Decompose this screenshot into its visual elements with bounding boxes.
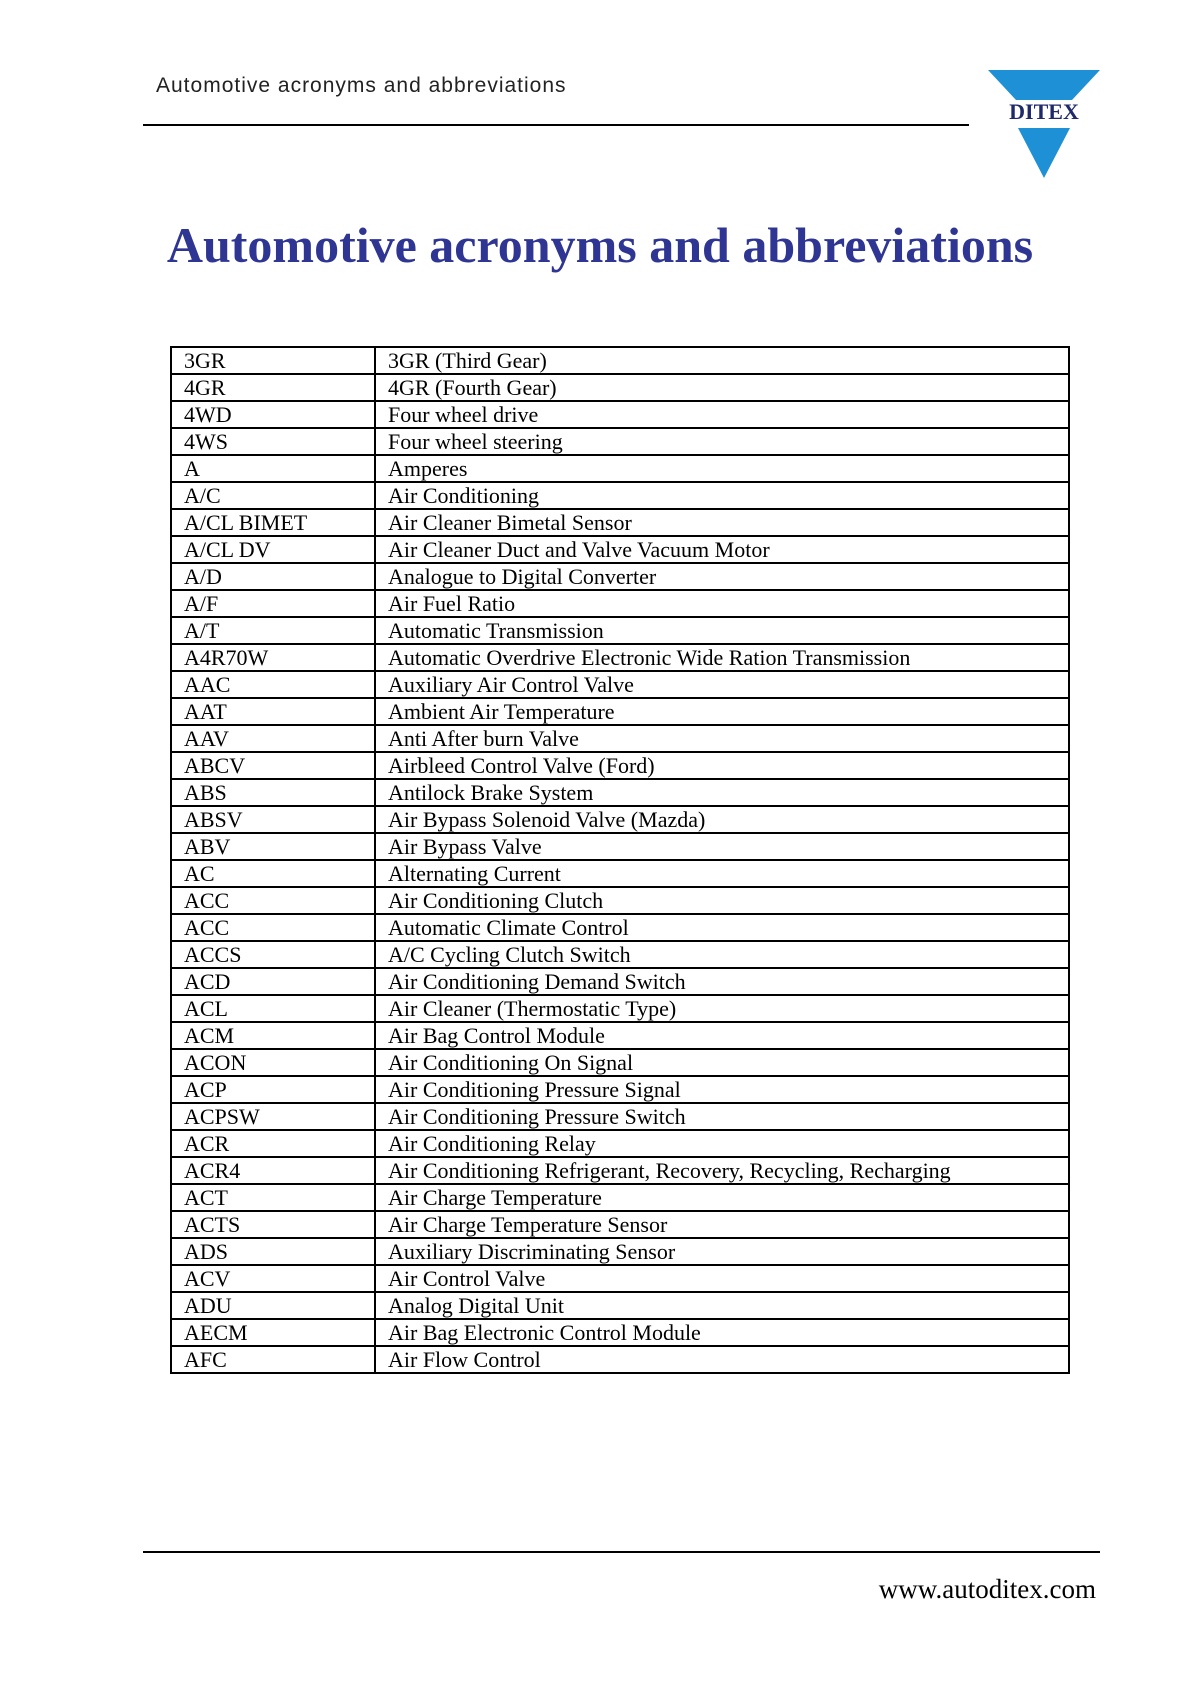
table-row xyxy=(171,833,1069,860)
page-title: Automotive acronyms and abbreviations xyxy=(166,217,1034,273)
table-row xyxy=(171,428,1069,455)
definition-cell: Analog Digital Unit xyxy=(375,1292,1069,1319)
table-row xyxy=(171,1211,1069,1238)
acronym-cell: ACM xyxy=(171,1022,375,1049)
table-row xyxy=(171,779,1069,806)
table-row xyxy=(171,374,1069,401)
acronym-cell: A/F xyxy=(171,590,375,617)
acronym-cell: A/C xyxy=(171,482,375,509)
definition-cell: Air Conditioning Pressure Switch xyxy=(375,1103,1069,1130)
ditex-logo-icon xyxy=(988,70,1100,180)
definition-cell: Alternating Current xyxy=(375,860,1069,887)
definition-cell: Auxiliary Discriminating Sensor xyxy=(375,1238,1069,1265)
definition-cell: Automatic Climate Control xyxy=(375,914,1069,941)
table-row xyxy=(171,941,1069,968)
logo-text: DITEX xyxy=(1009,99,1079,124)
running-header-title: Automotive acronyms and abbreviations xyxy=(156,74,567,97)
footer-url: www.autoditex.com xyxy=(878,1574,1096,1604)
table-row xyxy=(171,482,1069,509)
acronym-cell: ADS xyxy=(171,1238,375,1265)
acronym-cell: AAT xyxy=(171,698,375,725)
acronym-cell: A4R70W xyxy=(171,644,375,671)
table-row xyxy=(171,806,1069,833)
table-row xyxy=(171,509,1069,536)
acronym-cell: AAC xyxy=(171,671,375,698)
acronym-cell: 4WS xyxy=(171,428,375,455)
definition-cell: Air Bypass Solenoid Valve (Mazda) xyxy=(375,806,1069,833)
acronym-cell: ABSV xyxy=(171,806,375,833)
table-row xyxy=(171,1157,1069,1184)
acronym-cell: A/CL DV xyxy=(171,536,375,563)
acronym-cell: A/T xyxy=(171,617,375,644)
acronym-cell: A xyxy=(171,455,375,482)
table-row xyxy=(171,455,1069,482)
definition-cell: 3GR (Third Gear) xyxy=(375,347,1069,374)
acronym-cell: 3GR xyxy=(171,347,375,374)
ditex-logo xyxy=(988,70,1100,180)
acronym-table-body xyxy=(171,347,1069,1373)
acronym-cell: A/CL BIMET xyxy=(171,509,375,536)
definition-cell: Antilock Brake System xyxy=(375,779,1069,806)
definition-cell: Air Charge Temperature Sensor xyxy=(375,1211,1069,1238)
definition-cell: Air Conditioning Clutch xyxy=(375,887,1069,914)
acronym-cell: ADU xyxy=(171,1292,375,1319)
definition-cell: Air Conditioning Pressure Signal xyxy=(375,1076,1069,1103)
definition-cell: Four wheel drive xyxy=(375,401,1069,428)
table-row xyxy=(171,1319,1069,1346)
definition-cell: Air Fuel Ratio xyxy=(375,590,1069,617)
table-row xyxy=(171,617,1069,644)
acronym-cell: AFC xyxy=(171,1346,375,1373)
acronym-cell: ABCV xyxy=(171,752,375,779)
acronym-cell: ACP xyxy=(171,1076,375,1103)
table-row xyxy=(171,401,1069,428)
table-row xyxy=(171,1130,1069,1157)
table-row xyxy=(171,1184,1069,1211)
acronym-table-container xyxy=(170,346,1070,1374)
table-row xyxy=(171,347,1069,374)
table-row xyxy=(171,1076,1069,1103)
definition-cell: Air Cleaner Bimetal Sensor xyxy=(375,509,1069,536)
table-row xyxy=(171,1022,1069,1049)
table-row xyxy=(171,725,1069,752)
acronym-cell: A/D xyxy=(171,563,375,590)
acronym-cell: ACD xyxy=(171,968,375,995)
acronym-cell: 4GR xyxy=(171,374,375,401)
definition-cell: Anti After burn Valve xyxy=(375,725,1069,752)
acronym-cell: ACR4 xyxy=(171,1157,375,1184)
acronym-cell: ACTS xyxy=(171,1211,375,1238)
definition-cell: Air Cleaner (Thermostatic Type) xyxy=(375,995,1069,1022)
definition-cell: Air Conditioning On Signal xyxy=(375,1049,1069,1076)
table-row xyxy=(171,1265,1069,1292)
definition-cell: Ambient Air Temperature xyxy=(375,698,1069,725)
definition-cell: Air Bag Control Module xyxy=(375,1022,1069,1049)
table-row xyxy=(171,1238,1069,1265)
footer-divider xyxy=(143,1551,1100,1553)
table-row xyxy=(171,1103,1069,1130)
definition-cell: Four wheel steering xyxy=(375,428,1069,455)
acronym-cell: ACT xyxy=(171,1184,375,1211)
definition-cell: Air Conditioning Refrigerant, Recovery, Recycling, Recharging xyxy=(375,1157,1069,1184)
acronym-cell: AAV xyxy=(171,725,375,752)
acronym-cell: ACON xyxy=(171,1049,375,1076)
definition-cell: Analogue to Digital Converter xyxy=(375,563,1069,590)
definition-cell: Automatic Transmission xyxy=(375,617,1069,644)
table-row xyxy=(171,1049,1069,1076)
definition-cell: A/C Cycling Clutch Switch xyxy=(375,941,1069,968)
acronym-cell: AC xyxy=(171,860,375,887)
table-row xyxy=(171,995,1069,1022)
acronym-cell: ABV xyxy=(171,833,375,860)
definition-cell: Air Charge Temperature xyxy=(375,1184,1069,1211)
acronym-cell: ACR xyxy=(171,1130,375,1157)
table-row xyxy=(171,563,1069,590)
acronym-cell: ACC xyxy=(171,887,375,914)
definition-cell: 4GR (Fourth Gear) xyxy=(375,374,1069,401)
definition-cell: Air Bypass Valve xyxy=(375,833,1069,860)
acronym-table xyxy=(170,346,1070,1374)
table-row xyxy=(171,914,1069,941)
definition-cell: Air Conditioning Demand Switch xyxy=(375,968,1069,995)
acronym-cell: ACL xyxy=(171,995,375,1022)
definition-cell: Amperes xyxy=(375,455,1069,482)
header-divider xyxy=(143,124,969,126)
acronym-cell: ACPSW xyxy=(171,1103,375,1130)
definition-cell: Air Bag Electronic Control Module xyxy=(375,1319,1069,1346)
table-row xyxy=(171,752,1069,779)
table-row xyxy=(171,644,1069,671)
definition-cell: Automatic Overdrive Electronic Wide Ration Transmission xyxy=(375,644,1069,671)
table-row xyxy=(171,968,1069,995)
table-row xyxy=(171,860,1069,887)
acronym-cell: ACC xyxy=(171,914,375,941)
acronym-cell: ACCS xyxy=(171,941,375,968)
definition-cell: Air Conditioning xyxy=(375,482,1069,509)
acronym-cell: AECM xyxy=(171,1319,375,1346)
acronym-cell: ABS xyxy=(171,779,375,806)
table-row xyxy=(171,698,1069,725)
acronym-cell: 4WD xyxy=(171,401,375,428)
definition-cell: Air Flow Control xyxy=(375,1346,1069,1373)
definition-cell: Air Control Valve xyxy=(375,1265,1069,1292)
table-row xyxy=(171,536,1069,563)
table-row xyxy=(171,1292,1069,1319)
definition-cell: Air Cleaner Duct and Valve Vacuum Motor xyxy=(375,536,1069,563)
acronym-cell: ACV xyxy=(171,1265,375,1292)
table-row xyxy=(171,671,1069,698)
table-row xyxy=(171,1346,1069,1373)
table-row xyxy=(171,590,1069,617)
definition-cell: Air Conditioning Relay xyxy=(375,1130,1069,1157)
definition-cell: Auxiliary Air Control Valve xyxy=(375,671,1069,698)
definition-cell: Airbleed Control Valve (Ford) xyxy=(375,752,1069,779)
table-row xyxy=(171,887,1069,914)
